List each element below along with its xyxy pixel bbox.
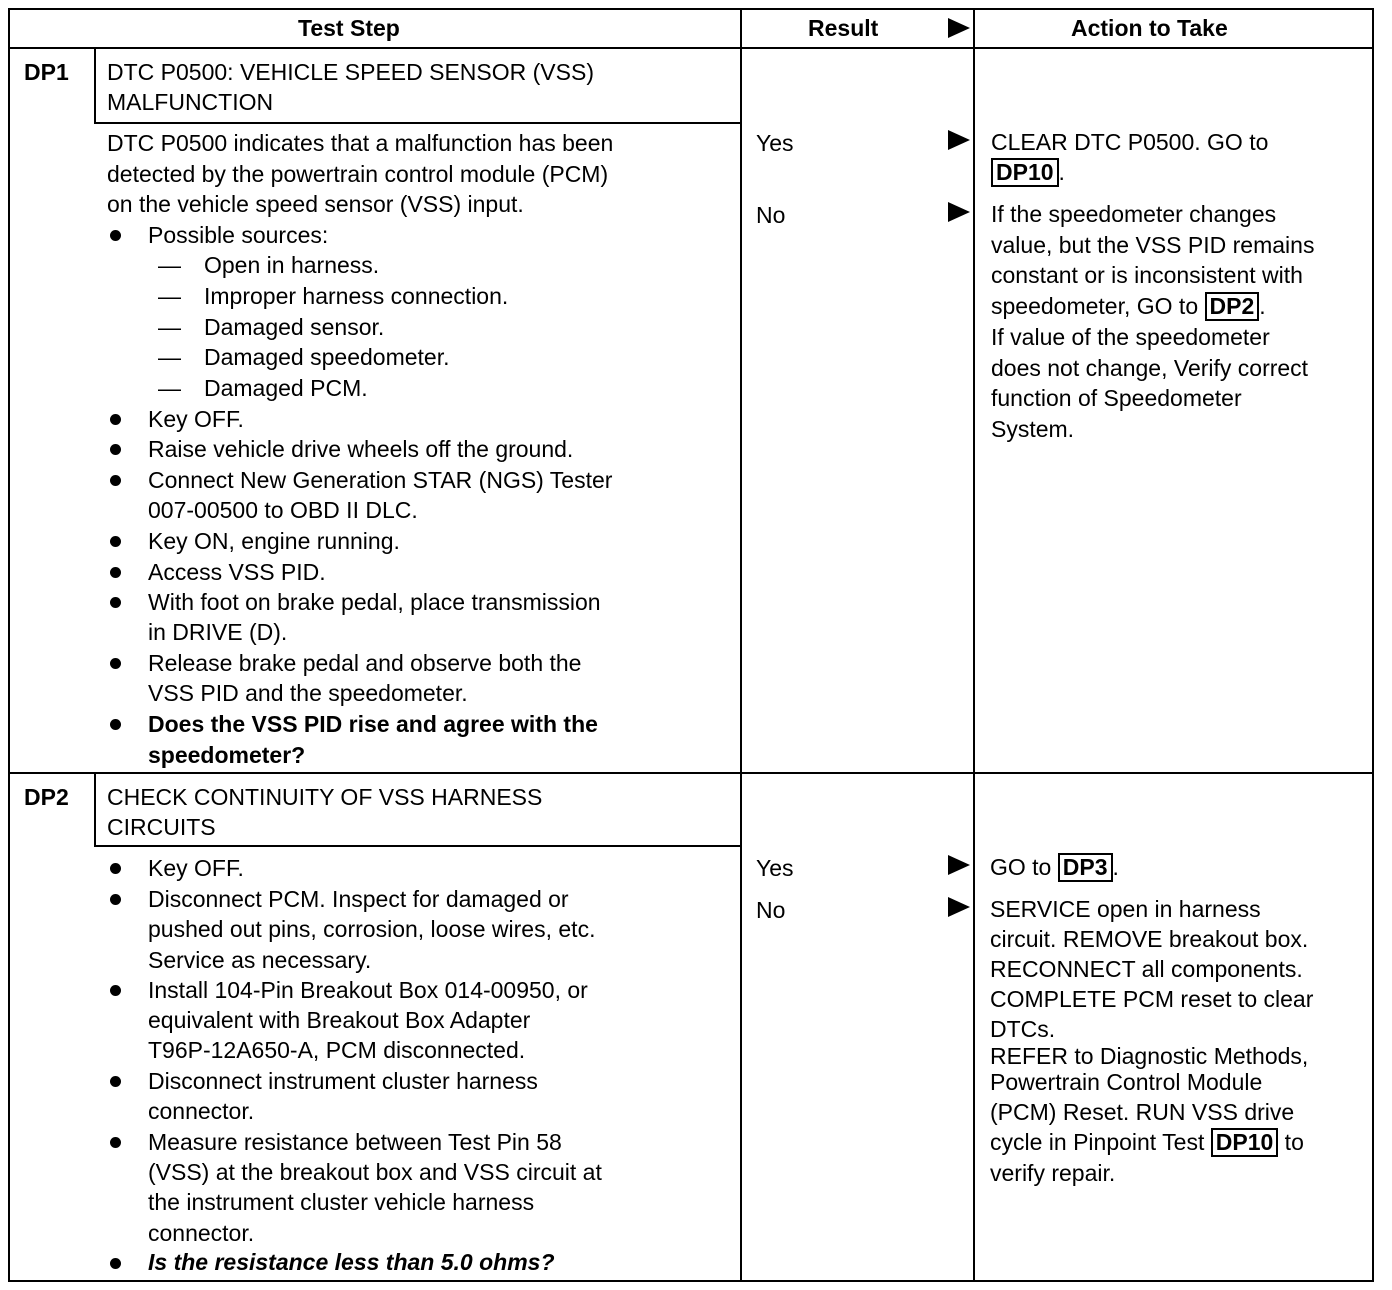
dp2-yes-action-pre: GO to xyxy=(990,854,1052,880)
dp1-goto-dp10-link[interactable]: DP10 xyxy=(991,158,1059,187)
bullet-icon xyxy=(110,230,121,241)
bullet-icon xyxy=(110,475,121,486)
dp2-no-action-line: SERVICE open in harness xyxy=(990,896,1261,922)
dp1-yes-action-ref-line xyxy=(991,157,1065,188)
dp2-step-cont: pushed out pins, corrosion, loose wires, etc. xyxy=(148,916,596,942)
dash-icon: — xyxy=(158,344,181,370)
dp1-id-divider xyxy=(94,48,96,124)
dp2-step: Install 104-Pin Breakout Box 014-00950, or xyxy=(148,977,588,1003)
dp2-step: Disconnect PCM. Inspect for damaged or xyxy=(148,886,569,912)
bullet-icon xyxy=(110,719,121,730)
dp1-yes-action xyxy=(991,127,1268,158)
dp2-step-cont: T96P-12A650-A, PCM disconnected. xyxy=(148,1037,526,1063)
dp1-intro-line-3: on the vehicle speed sensor (VSS) input. xyxy=(107,191,524,217)
dp1-yes-action-text: CLEAR DTC P0500. GO to xyxy=(991,129,1269,155)
dp2-step-cont: connector. xyxy=(148,1220,255,1246)
bullet-icon xyxy=(110,567,121,578)
header-arrow-icon xyxy=(948,18,970,38)
dp2-title-line-1: CHECK CONTINUITY OF VSS HARNESS xyxy=(107,784,543,810)
dp2-no-action-ref-pre: cycle in Pinpoint Test xyxy=(990,1129,1205,1155)
bullet-icon xyxy=(110,1258,121,1269)
dp2-no-action-line: circuit. REMOVE breakout box. xyxy=(990,926,1309,952)
dp2-step: Key OFF. xyxy=(148,855,244,881)
header-result: Result xyxy=(808,15,879,41)
dp2-no-action-ref-post: to xyxy=(1278,1129,1304,1155)
dp2-result-yes: Yes xyxy=(756,855,794,881)
dp1-step: Connect New Generation STAR (NGS) Tester xyxy=(148,467,613,493)
dp1-result-no: No xyxy=(756,202,786,228)
bullet-icon xyxy=(110,1076,121,1087)
dp2-step-cont: Service as necessary. xyxy=(148,947,372,973)
result-arrow-icon xyxy=(948,130,970,150)
dp1-dp2-rule xyxy=(8,772,1374,774)
dp1-step: Key OFF. xyxy=(148,406,244,432)
dp2-title-line-2: CIRCUITS xyxy=(107,814,216,840)
dp1-title-line-1: DTC P0500: VEHICLE SPEED SENSOR (VSS) xyxy=(107,59,594,85)
dp1-intro-line-1: DTC P0500 indicates that a malfunction has been xyxy=(107,130,614,156)
dp2-step-cont: (VSS) at the breakout box and VSS circuit at xyxy=(148,1159,602,1185)
column-divider-action xyxy=(973,8,975,1282)
dp1-possible-sources: Possible sources: xyxy=(148,222,329,248)
bullet-icon xyxy=(110,894,121,905)
dp1-step: With foot on brake pedal, place transmission xyxy=(148,589,601,615)
header-test-step: Test Step xyxy=(298,15,400,41)
dp2-no-action-line: Powertrain Control Module xyxy=(990,1069,1263,1095)
dp2-goto-dp3-link[interactable]: DP3 xyxy=(1058,853,1113,882)
dp1-step: Release brake pedal and observe both the xyxy=(148,650,582,676)
dp2-no-action-line: COMPLETE PCM reset to clear xyxy=(990,986,1314,1012)
dp2-id-divider xyxy=(94,773,96,847)
dp2-step-cont: the instrument cluster vehicle harness xyxy=(148,1189,535,1215)
result-arrow-icon xyxy=(948,855,970,875)
dp1-step: Access VSS PID. xyxy=(148,559,326,585)
dp2-result-no: No xyxy=(756,897,786,923)
bullet-icon xyxy=(110,985,121,996)
dp1-source: Improper harness connection. xyxy=(204,283,509,309)
column-divider-result xyxy=(740,8,742,1282)
dp2-yes-action-post: . xyxy=(1112,854,1119,880)
header-action: Action to Take xyxy=(1071,15,1228,41)
dash-icon: — xyxy=(158,375,181,401)
dp1-source: Damaged speedometer. xyxy=(204,344,450,370)
dp1-id: DP1 xyxy=(24,59,69,85)
dash-icon: — xyxy=(158,252,181,278)
dp2-no-action-line: DTCs. xyxy=(990,1016,1056,1042)
bullet-icon xyxy=(110,536,121,547)
header-rule xyxy=(8,47,1374,49)
dp2-no-action-line: (PCM) Reset. RUN VSS drive xyxy=(990,1099,1295,1125)
dp2-question: Is the resistance less than 5.0 ohms? xyxy=(148,1249,555,1275)
dash-icon: — xyxy=(158,283,181,309)
dp1-result-yes: Yes xyxy=(756,130,794,156)
dp1-yes-action-post: . xyxy=(1058,159,1065,185)
result-arrow-icon xyxy=(948,897,970,917)
dp1-goto-dp2-link[interactable]: DP2 xyxy=(1205,292,1260,321)
dp1-question: Does the VSS PID rise and agree with the xyxy=(148,711,598,737)
dp1-question-cont: speedometer? xyxy=(148,742,306,768)
dp1-step: Key ON, engine running. xyxy=(148,528,400,554)
bullet-icon xyxy=(110,1137,121,1148)
bullet-icon xyxy=(110,597,121,608)
dp1-title-line-2: MALFUNCTION xyxy=(107,89,274,115)
dp1-no-action-line: function of Speedometer xyxy=(991,385,1242,411)
dp2-title-rule xyxy=(94,845,741,847)
dp1-no-action-ref-pre: speedometer, GO to xyxy=(991,293,1199,319)
result-arrow-icon xyxy=(948,202,970,222)
dp1-source: Damaged PCM. xyxy=(204,375,368,401)
dp2-step: Measure resistance between Test Pin 58 xyxy=(148,1129,562,1155)
dp1-no-action-line: System. xyxy=(991,416,1075,442)
dp2-no-action-line: verify repair. xyxy=(990,1160,1116,1186)
dp1-title-rule xyxy=(94,122,741,124)
dp1-no-action-line: If the speedometer changes xyxy=(991,201,1277,227)
dp1-intro-line-2: detected by the powertrain control module (PCM) xyxy=(107,161,609,187)
dp2-no-action-line: RECONNECT all components. xyxy=(990,956,1303,982)
dp2-step-cont: equivalent with Breakout Box Adapter xyxy=(148,1007,531,1033)
dp2-step: Disconnect instrument cluster harness xyxy=(148,1068,538,1094)
dp2-id: DP2 xyxy=(24,784,69,810)
dp1-no-action-ref-post: . xyxy=(1259,293,1266,319)
dp2-no-action-ref-line xyxy=(990,1127,1304,1158)
dp1-no-action-line: constant or is inconsistent with xyxy=(991,262,1303,288)
dp1-step: Raise vehicle drive wheels off the ground. xyxy=(148,436,574,462)
dp1-no-action-ref-line xyxy=(991,291,1266,322)
dp1-no-action-line: If value of the speedometer xyxy=(991,324,1270,350)
bullet-icon xyxy=(110,444,121,455)
dp1-step-cont: in DRIVE (D). xyxy=(148,619,288,645)
dp2-goto-dp10-link[interactable]: DP10 xyxy=(1211,1128,1279,1157)
dp2-step-cont: connector. xyxy=(148,1098,255,1124)
dp1-source: Damaged sensor. xyxy=(204,314,385,340)
dp2-yes-action xyxy=(990,852,1119,883)
dp2-no-action-line: REFER to Diagnostic Methods, xyxy=(990,1043,1309,1069)
dp1-step-cont: 007-00500 to OBD II DLC. xyxy=(148,497,418,523)
dp1-step-cont: VSS PID and the speedometer. xyxy=(148,680,468,706)
bullet-icon xyxy=(110,414,121,425)
dp1-no-action-line: does not change, Verify correct xyxy=(991,355,1309,381)
dp1-no-action-line: value, but the VSS PID remains xyxy=(991,232,1315,258)
bullet-icon xyxy=(110,658,121,669)
bullet-icon xyxy=(110,863,121,874)
dash-icon: — xyxy=(158,314,181,340)
dp1-source: Open in harness. xyxy=(204,252,380,278)
